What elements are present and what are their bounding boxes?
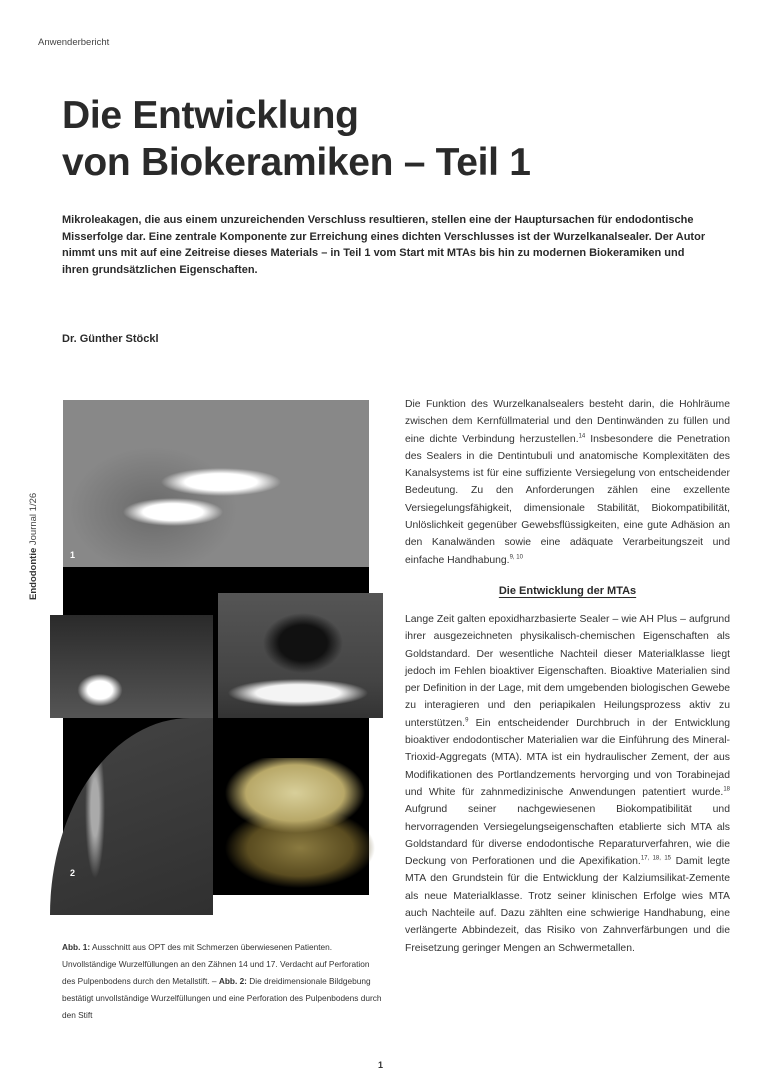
title-line-2: von Biokeramiken – Teil 1: [62, 141, 531, 184]
reference: 9: [465, 717, 469, 724]
article-lead: Mikroleakagen, die aus einem unzureichenden Verschluss resultieren, stellen eine der Hauptursachen für endodontische Misserfolge dar. Eine zentrale Komponente zur Erreichung eines dichten Verschlusses ist der Wurzelkanalsealer. Der Autor nimmt uns mit auf eine Zeitreise dieses Materials – in Teil 1 vom Start mit MTAs bis hin zu modernen Biokeramiken und ihren grundsätzlichen Eigenschaften.: [62, 214, 706, 276]
journal-name: Endodontie: [28, 547, 39, 600]
section-label: Anwenderbericht: [38, 37, 110, 48]
3d-reconstruction-image: [225, 758, 385, 888]
panoramic-xray-image: [63, 400, 369, 567]
p2-text-b: Ein entscheidender Durchbruch in der Entwicklung bioaktiver endodontischer Materialien war die Einführung des Mineral-Trioxid-Aggregats (MTA). MTA ist ein hydraulischer Zement, der aus Modifikationen des Portlandzements hervorging und von Torabinejad und White für zahnmedizinische Anwendungen patentiert wurde.: [405, 717, 730, 798]
figure-block: [63, 400, 369, 895]
body-column: [405, 396, 730, 957]
page-number: 1: [378, 1060, 384, 1070]
ct-axial-image: [50, 718, 213, 915]
p1-text-2: Insbesondere die Penetration des Sealers in die Dentintubuli und anatomische Komplexitäten des Kanalsystems ist für eine suffiziente Versiegelung von entscheidender Bedeutung. Zu den Anforderungen zählen eine exzellente Versiegelungsfähigkeit, dimensionale Stabilität, Biokompatibilität, Unlöslichkeit gegenüber Gewebsflüssigkeiten, eine gute Adhäsion an den Kanalwänden sowie eine adäquate Verarbeitungszeit und einfache Handhabung.: [405, 433, 730, 566]
journal-sidebar-label: [28, 493, 39, 600]
body-paragraph-2: [405, 611, 730, 957]
p1-text: Die Funktion des Wurzelkanalsealers besteht darin, die Hohlräume zwischen dem Kernfüllmaterial und den Dentinwänden zu füllen und eine dichte Verbindung herzustellen.: [405, 399, 730, 445]
ct-slice-left-image: [50, 615, 213, 718]
p2-text-a: Lange Zeit galten epoxidharzbasierte Sealer – wie AH Plus – aufgrund ihrer ausgezeichneten physikalisch-chemischen Eigenschaften als Goldstandard. Der wesentliche Nachteil dieser Materialklasse liegt jedoch im Fehlen bioaktiver Eigenschaften. Bioaktive Materialien sind per Definition in der Lage, mit dem umgebenden biologischen Gewebe zu interagieren und den periapikalen Heilungsprozess aktiv zu unterstützen.: [405, 613, 730, 729]
reference: 14: [578, 433, 586, 440]
figure-label-2: 2: [70, 868, 76, 878]
caption-abb2-text: Die dreidimensionale Bildgebung bestätigt unvollständige Wurzelfüllungen und eine Perforation des Pulpenbodens durch den Stift: [62, 976, 382, 1020]
caption-abb1-text: Ausschnitt aus OPT des mit Schmerzen überwiesenen Patienten. Unvollständige Wurzelfüllungen an den Zähnen 14 und 17. Verdacht auf Perforation des Pulpenbodens durch den Metallstift. –: [62, 942, 370, 986]
article-title: [62, 92, 752, 186]
journal-issue: Journal 1/26: [28, 492, 39, 548]
caption-abb2-label: Abb. 2:: [218, 976, 247, 986]
reference: 9, 10: [509, 554, 523, 561]
ct-slice-right-image: [218, 593, 383, 718]
figure-caption: [62, 939, 382, 1024]
title-line-1: Die Entwicklung: [62, 94, 359, 137]
section-heading-text: Die Entwicklung der MTAs: [498, 584, 637, 597]
article-author: Dr. Günther Stöckl: [62, 333, 159, 345]
caption-abb1-label: Abb. 1:: [62, 942, 91, 952]
reference: 17, 18, 15: [640, 855, 672, 862]
section-heading: [405, 583, 730, 599]
p2-text-c: Aufgrund seiner nachgewiesenen Biokompatibilität und hervorragenden Versiegelungseigenschaften etablierte sich MTA als Goldstandard für diverse endodontische Reparaturverfahren, wie die Deckung von Perforationen und die Apexifikation.: [405, 804, 730, 868]
body-paragraph-1: [405, 396, 730, 569]
figure-label-1: 1: [70, 550, 76, 560]
p2-text-d: Damit legte MTA den Grundstein für die Entwicklung der Kalziumsilikat-Zemente als neue Materialklasse. Trotz seiner klinischen Erfolge wies MTA auch Nachteile auf. Dazu zählten eine schwierige Handhabung, eine verlängerte Abbindezeit, das Risiko von Zahnverfärbungen und die Freisetzung geringer Mengen an Schwermetallen.: [405, 856, 730, 954]
reference: 18: [723, 786, 730, 793]
